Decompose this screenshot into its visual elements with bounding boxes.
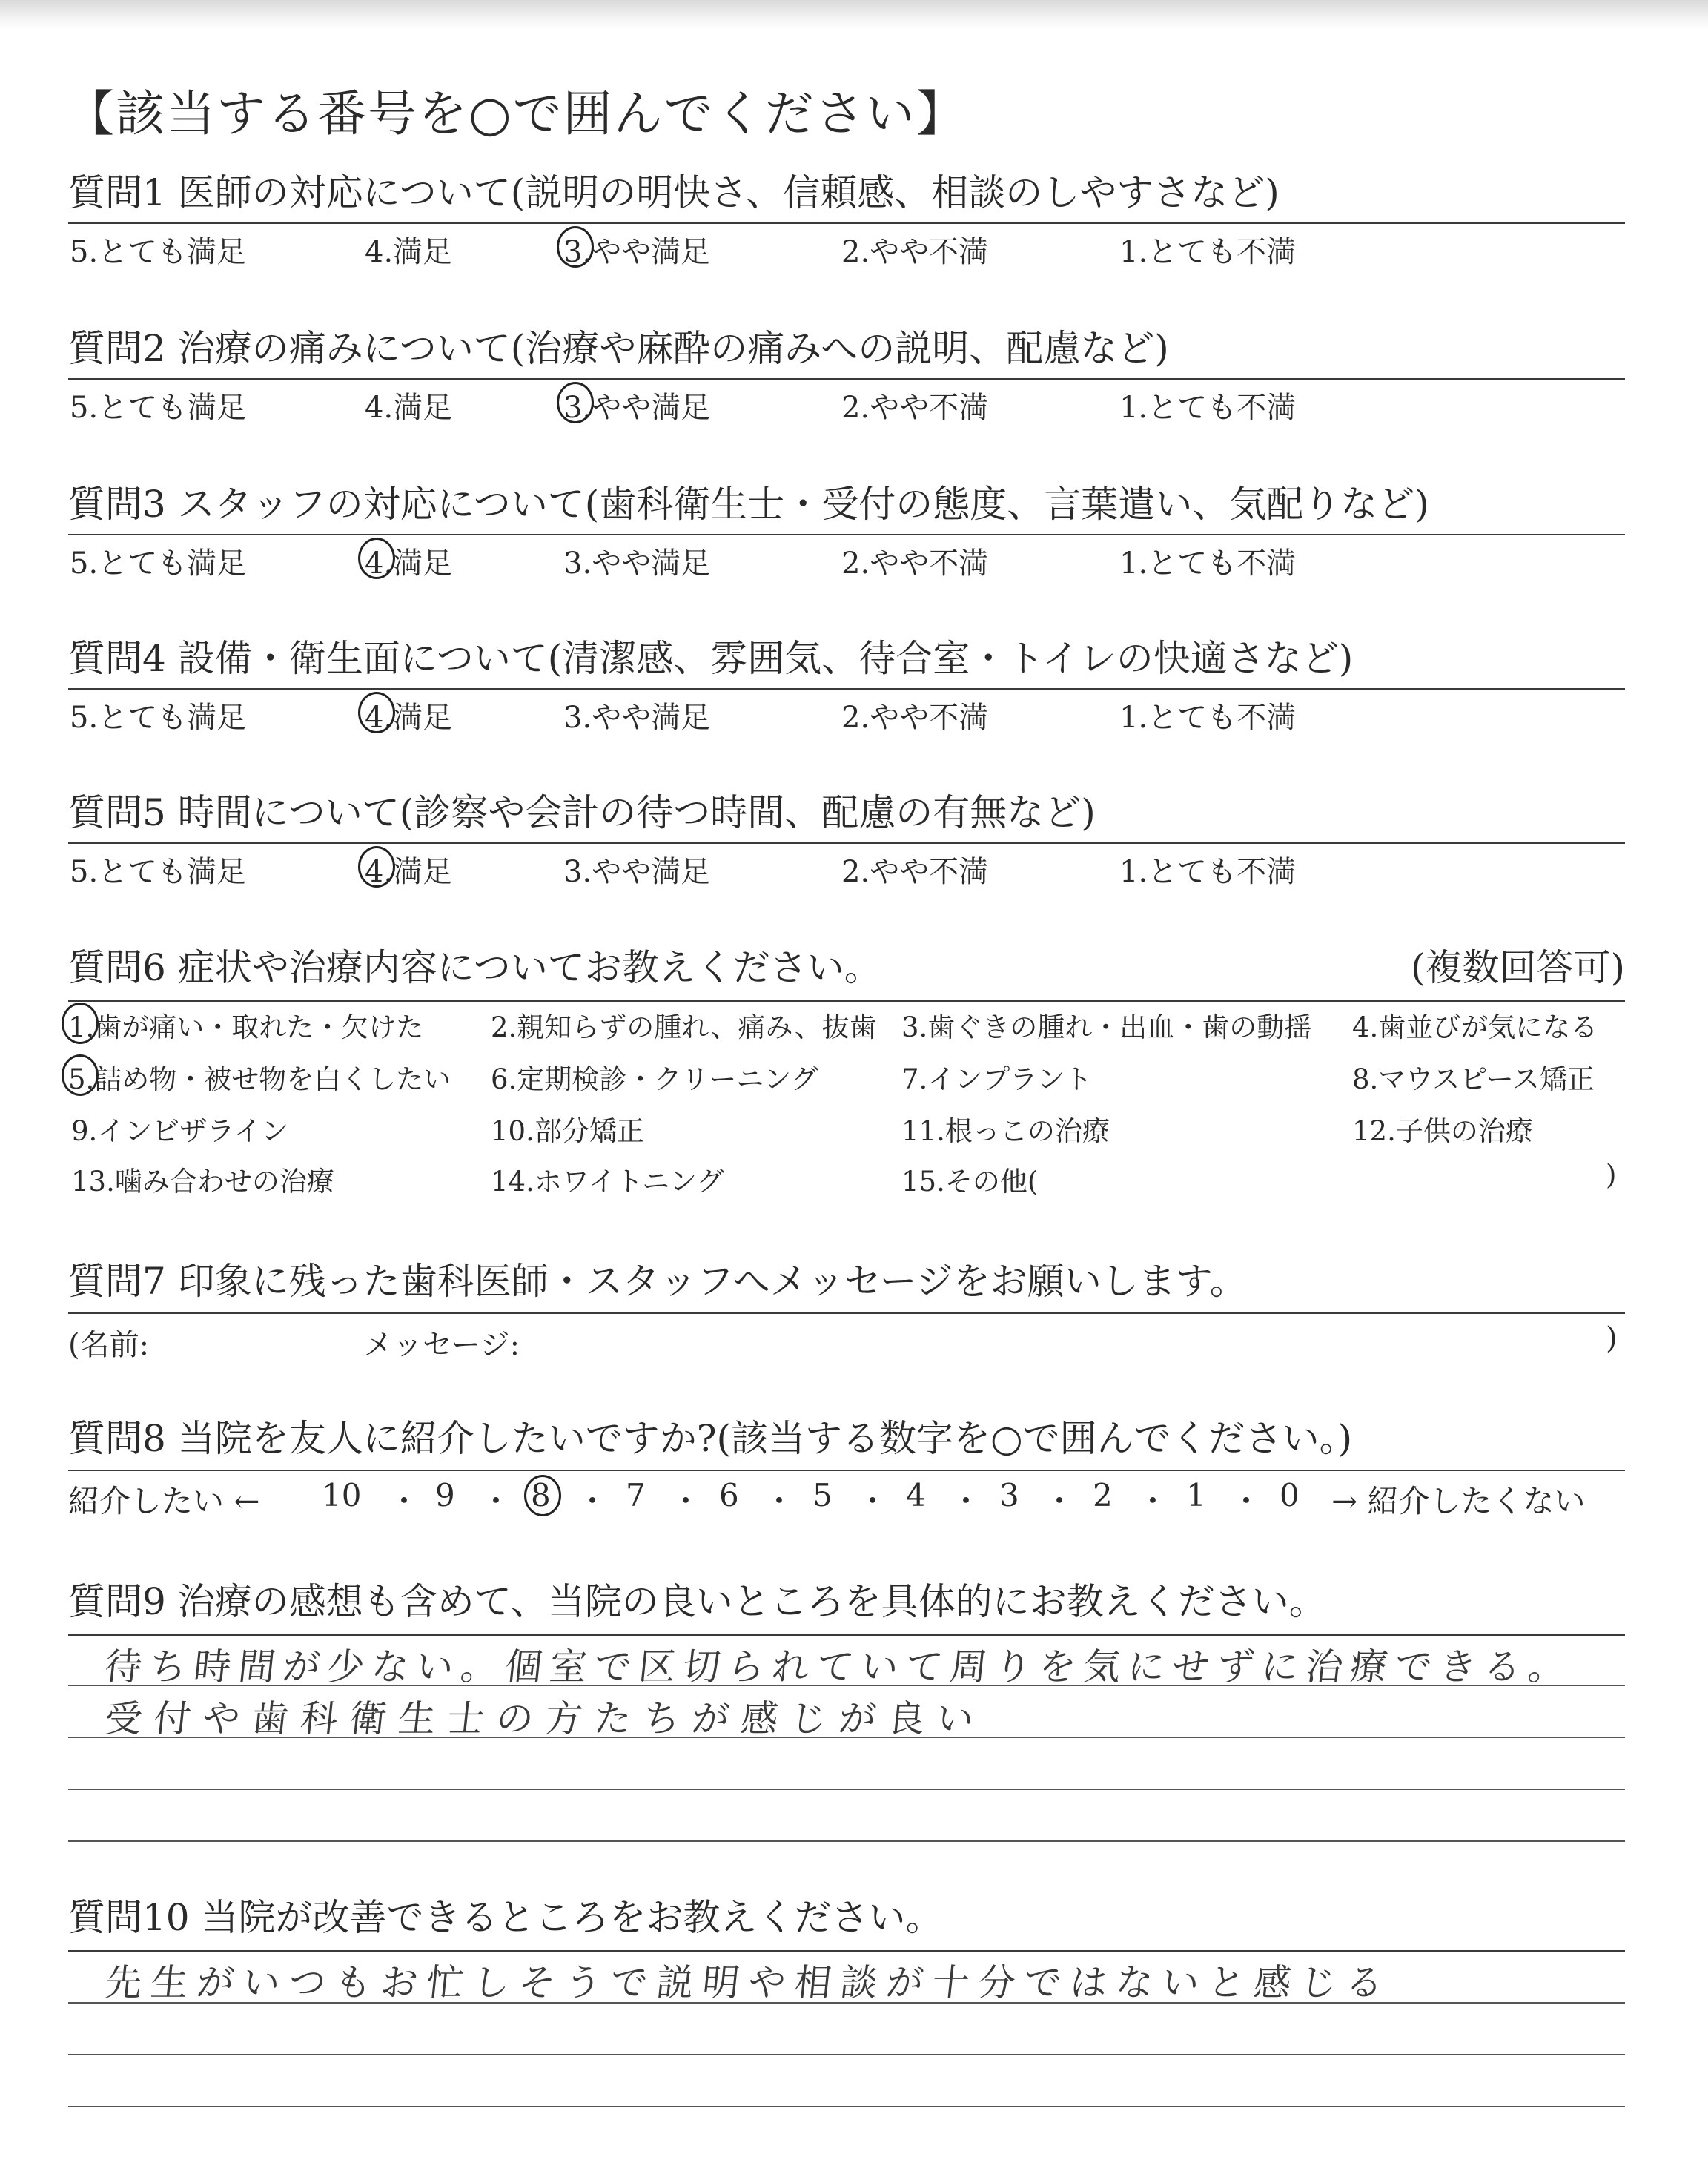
scale-dot: ・: [670, 1483, 702, 1519]
rating-option-3-selected[interactable]: 3.やや満足: [563, 384, 710, 426]
treatment-option-11[interactable]: 11.根っこの治療: [901, 1115, 1110, 1147]
rating-option-3[interactable]: 3.やや満足: [563, 701, 711, 735]
treatment-option-10[interactable]: 10.部分矯正: [491, 1115, 644, 1147]
rule: [68, 1950, 1625, 1952]
question-title: 質問4 設備・衛生面について(清潔感、雰囲気、待合室・トイレの快適さなど): [68, 637, 1354, 680]
question-title: 質問10 当院が改善できるところをお教えください。: [68, 1896, 943, 1939]
question-1: [68, 171, 1625, 267]
rating-option-1[interactable]: 1.とても不満: [1119, 701, 1297, 735]
rating-option-1[interactable]: 1.とても不満: [1119, 855, 1297, 889]
scale-option-8-selected[interactable]: 8: [531, 1477, 551, 1513]
question-title: 質問9 治療の感想も含めて、当院の良いところを具体的にお教えください。: [68, 1580, 1326, 1623]
rating-option-4-selected[interactable]: 4.満足: [365, 694, 452, 736]
rating-option-3-selected[interactable]: 3.やや満足: [563, 228, 710, 271]
scale-option-0[interactable]: 0: [1280, 1477, 1300, 1513]
question-8: [68, 1416, 1625, 1519]
rule: [68, 1634, 1625, 1636]
scale-dot: ・: [388, 1483, 420, 1519]
rating-option-3[interactable]: 3.やや満足: [563, 855, 711, 889]
rating-option-5[interactable]: 5.とても満足: [70, 235, 247, 269]
rating-option-2[interactable]: 2.やや不満: [841, 235, 989, 269]
rating-option-5[interactable]: 5.とても満足: [70, 546, 247, 581]
handwritten-answer-line-2: 受付や歯科衛生士の方たちが感じが良い: [102, 1697, 988, 1740]
rating-options: [68, 384, 1625, 429]
rating-option-5[interactable]: 5.とても満足: [70, 855, 247, 889]
treatment-option-14[interactable]: 14.ホワイトニング: [491, 1166, 724, 1198]
rating-options: [68, 228, 1625, 273]
rule: [68, 378, 1625, 380]
treatment-option-15-other[interactable]: 15.その他(: [901, 1166, 1039, 1198]
question-4: [68, 636, 1625, 733]
treatment-option-4[interactable]: 4.歯並びが気になる: [1352, 1011, 1598, 1043]
rating-option-2[interactable]: 2.やや不満: [841, 701, 989, 735]
rating-option-4-selected[interactable]: 4.満足: [365, 848, 452, 891]
rule: [68, 222, 1625, 224]
scale-option-2[interactable]: 2: [1093, 1477, 1113, 1513]
scale-dot: ・: [857, 1483, 889, 1519]
rating-options: [68, 540, 1625, 584]
form-title: 【該当する番号を○で囲んでください】: [65, 85, 967, 142]
rating-option-1[interactable]: 1.とても不満: [1119, 391, 1297, 425]
message-close-paren: ): [1606, 1321, 1618, 1355]
scale-option-6[interactable]: 6: [719, 1477, 739, 1513]
scale-option-1[interactable]: 1: [1186, 1477, 1206, 1513]
scale-option-3[interactable]: 3: [999, 1477, 1019, 1513]
question-10: [68, 1895, 1625, 2147]
scale-dot: ・: [764, 1483, 795, 1519]
writing-line: [68, 1840, 1625, 1842]
rating-option-4[interactable]: 4.満足: [365, 235, 453, 269]
scale-right-label: → 紹介したくない: [1331, 1483, 1586, 1519]
question-title: 質問5 時間について(診察や会計の待つ時間、配慮の有無など): [68, 791, 1096, 834]
rule: [68, 534, 1625, 535]
writing-line: [68, 2054, 1625, 2055]
question-title: 質問7 印象に残った歯科医師・スタッフへメッセージをお願いします。: [68, 1260, 1247, 1303]
question-7: [68, 1259, 1625, 1362]
scale-left-label: 紹介したい ←: [68, 1483, 260, 1519]
question-title: 質問1 医師の対応について(説明の明快さ、信頼感、相談のしやすさなど): [68, 171, 1280, 214]
question-title: 質問8 当院を友人に紹介したいですか?(該当する数字を○で囲んでください。): [68, 1417, 1353, 1460]
rating-option-1[interactable]: 1.とても不満: [1119, 235, 1297, 269]
treatment-option-9[interactable]: 9.インビザライン: [71, 1115, 289, 1147]
scale-option-9[interactable]: 9: [435, 1477, 455, 1513]
scale-option-5[interactable]: 5: [812, 1477, 833, 1513]
treatment-option-1-selected[interactable]: 1.歯が痛い・取れた・欠けた: [68, 1005, 423, 1045]
scale-option-7[interactable]: 7: [626, 1477, 646, 1513]
question-title: 質問3 スタッフの対応について(歯科衛生士・受付の態度、言葉遣い、気配りなど): [68, 483, 1429, 526]
rating-option-4-selected[interactable]: 4.満足: [365, 540, 452, 582]
rating-option-5[interactable]: 5.とても満足: [70, 701, 247, 735]
scale-option-4[interactable]: 4: [906, 1477, 926, 1513]
treatment-option-7[interactable]: 7.インプラント: [901, 1063, 1093, 1095]
rule: [68, 1000, 1625, 1002]
rating-option-2[interactable]: 2.やや不満: [841, 855, 989, 889]
scan-top-band: [0, 0, 1708, 30]
question-2: [68, 326, 1625, 423]
scale-dot: ・: [950, 1483, 982, 1519]
treatment-option-13[interactable]: 13.噛み合わせの治療: [71, 1166, 334, 1198]
scale-dot: ・: [577, 1483, 609, 1519]
message-label: メッセージ:: [363, 1328, 520, 1362]
recommend-scale: [68, 1477, 1625, 1522]
scale-dot: ・: [1044, 1483, 1076, 1519]
multiple-answers-note: (複数回答可): [1410, 946, 1625, 989]
question-6: [68, 945, 1625, 1212]
question-title: 質問2 治療の痛みについて(治療や麻酔の痛みへの説明、配慮など): [68, 327, 1169, 370]
rating-option-1[interactable]: 1.とても不満: [1119, 546, 1297, 581]
scale-dot: ・: [1231, 1483, 1262, 1519]
rule: [68, 1312, 1625, 1314]
name-label: (名前:: [68, 1328, 150, 1362]
rating-options: [68, 848, 1625, 893]
rating-option-5[interactable]: 5.とても満足: [70, 391, 247, 425]
rule: [68, 842, 1625, 844]
treatment-option-2[interactable]: 2.親知らずの腫れ、痛み、抜歯: [491, 1011, 877, 1043]
handwritten-answer: 先生がいつもお忙しそうで説明や相談が十分ではないと感じる: [102, 1961, 1394, 2004]
rating-option-3[interactable]: 3.やや満足: [563, 546, 711, 581]
treatment-option-6[interactable]: 6.定期検診・クリーニング: [491, 1063, 818, 1095]
rating-option-2[interactable]: 2.やや不満: [841, 391, 989, 425]
scale-dot: ・: [480, 1483, 512, 1519]
treatment-option-5-selected[interactable]: 5.詰め物・被せ物を白くしたい: [68, 1057, 451, 1097]
handwritten-answer-line-1: 待ち時間が少ない。個室で区切られていて周りを気にせずに治療できる。: [102, 1645, 1575, 1688]
question-title: 質問6 症状や治療内容についてお教えください。 (複数回答可): [68, 946, 1625, 989]
rule: [68, 1470, 1625, 1471]
question-3: [68, 482, 1625, 581]
treatment-option-12[interactable]: 12.子供の治療: [1352, 1115, 1533, 1147]
rating-options: [68, 694, 1625, 739]
scale-option-10[interactable]: 10: [322, 1477, 362, 1513]
rule: [68, 688, 1625, 690]
message-line: [68, 1321, 1625, 1366]
writing-line: [68, 1789, 1625, 1790]
scale-dot: ・: [1137, 1483, 1169, 1519]
other-close-paren: ): [1606, 1159, 1617, 1191]
writing-line: [68, 2106, 1625, 2107]
treatment-option-8[interactable]: 8.マウスピース矯正: [1352, 1063, 1595, 1095]
question-5: [68, 790, 1625, 887]
question-9: [68, 1579, 1625, 1846]
rating-option-2[interactable]: 2.やや不満: [841, 546, 989, 581]
rating-option-4[interactable]: 4.満足: [365, 391, 453, 425]
treatment-option-3[interactable]: 3.歯ぐきの腫れ・出血・歯の動揺: [901, 1011, 1312, 1043]
